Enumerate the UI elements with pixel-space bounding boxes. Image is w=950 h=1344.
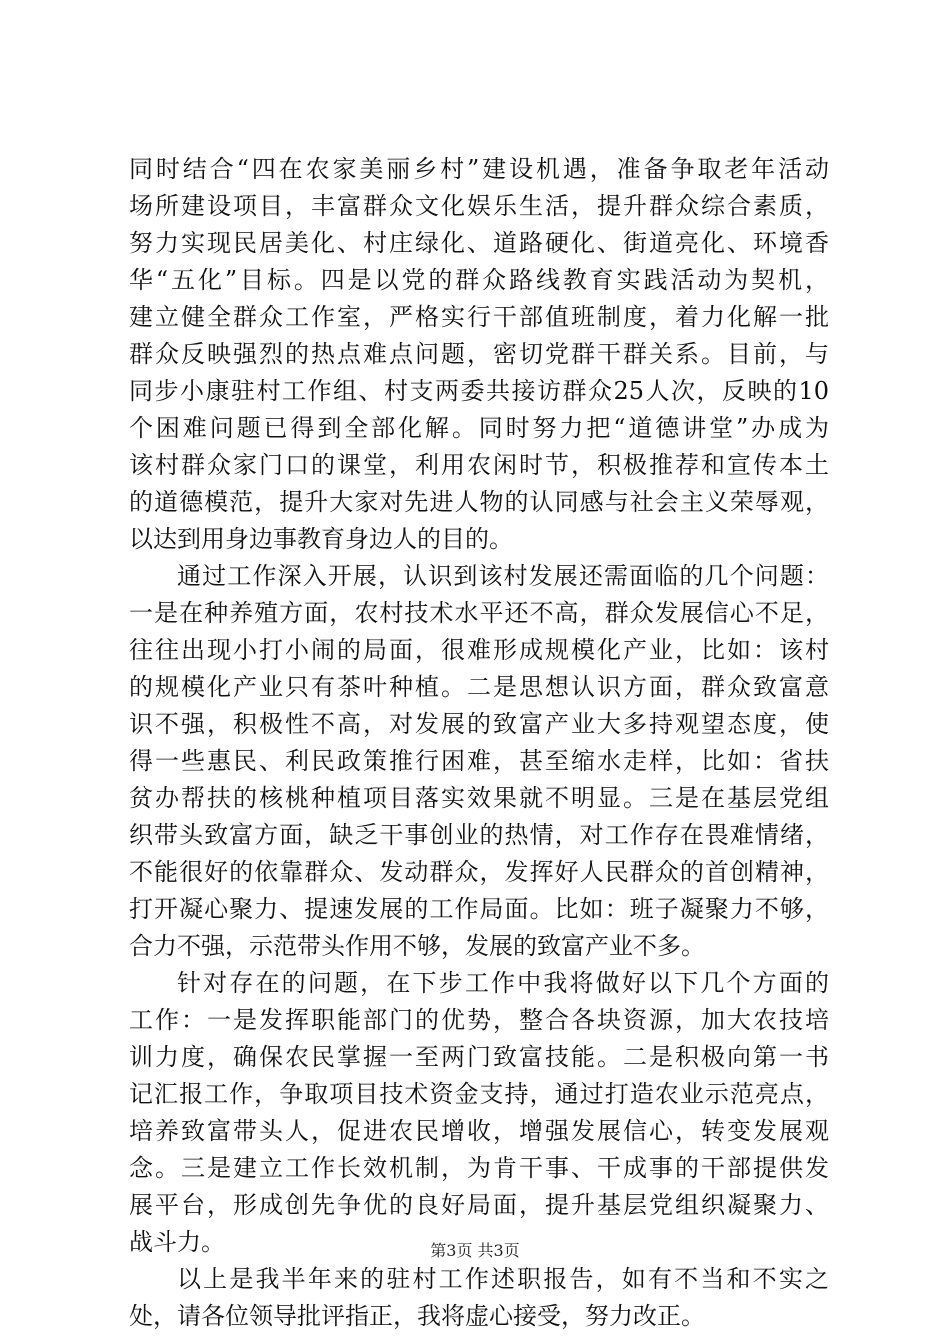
text-line: 往往出现小打小闹的局面，很难形成规模化产业，比如：该村 [129,636,829,664]
text-line: 场所建设项目，丰富群众文化娱乐生活，提升群众综合素质， [129,192,829,220]
paragraph [129,965,829,1261]
text-line: 群众反映强烈的热点难点问题，密切党群干群关系。目前，与 [129,340,829,368]
text-line: 记汇报工作，争取项目技术资金支持，通过打造农业示范亮点， [129,1080,829,1108]
paragraph [129,1261,829,1335]
text-line: 的规模化产业只有茶叶种植。二是思想认识方面，群众致富意 [129,673,829,701]
text-line: 的道德模范，提升大家对先进人物的认同感与社会主义荣辱观， [129,488,829,516]
text-line: 不能很好的依靠群众、发动群众，发挥好人民群众的首创精神， [129,858,829,886]
paragraph [129,558,829,965]
page-footer: 第3页 共3页 [430,1241,520,1260]
text-line: 培养致富带头人，促进农民增收，增强发展信心，转变发展观 [129,1117,829,1145]
text-line: 个困难问题已得到全部化解。同时努力把“道德讲堂”办成为 [129,414,829,442]
text-line: 同时结合“四在农家美丽乡村”建设机遇，准备争取老年活动 [129,155,829,183]
text-line: 打开凝心聚力、提速发展的工作局面。比如：班子凝聚力不够， [129,895,829,923]
text-line: 同步小康驻村工作组、村支两委共接访群众25人次，反映的10 [129,377,829,405]
text-line: 念。三是建立工作长效机制，为肯干事、干成事的干部提供发 [129,1154,829,1182]
text-line: 贫办帮扶的核桃种植项目落实效果就不明显。三是在基层党组 [129,784,829,812]
text-line: 通过工作深入开展，认识到该村发展还需面临的几个问题： [177,562,829,590]
text-line: 针对存在的问题，在下步工作中我将做好以下几个方面的 [177,969,829,997]
document-body [129,151,829,1335]
text-line: 训力度，确保农民掌握一至两门致富技能。二是积极向第一书 [129,1043,829,1071]
text-line: 以上是我半年来的驻村工作述职报告，如有不当和不实之 [177,1265,829,1293]
text-line: 华“五化”目标。四是以党的群众路线教育实践活动为契机， [129,266,829,294]
text-line: 战斗力。 [129,1228,225,1256]
text-line: 织带头致富方面，缺乏干事创业的热情，对工作存在畏难情绪， [129,821,829,849]
text-line: 建立健全群众工作室，严格实行干部值班制度，着力化解一批 [129,303,829,331]
text-line: 工作：一是发挥职能部门的优势，整合各块资源，加大农技培 [129,1006,829,1034]
text-line: 识不强，积极性不高，对发展的致富产业大多持观望态度，使 [129,710,829,738]
text-line: 合力不强，示范带头作用不够，发展的致富产业不多。 [129,932,705,960]
text-line: 展平台，形成创先争优的良好局面，提升基层党组织凝聚力、 [129,1191,829,1219]
text-line: 一是在种养殖方面，农村技术水平还不高，群众发展信心不足， [129,599,829,627]
text-line: 以达到用身边事教育身边人的目的。 [129,525,513,553]
text-line: 处，请各位领导批评指正，我将虚心接受，努力改正。 [129,1302,705,1330]
text-line: 得一些惠民、利民政策推行困难，甚至缩水走样，比如：省扶 [129,747,829,775]
text-line: 该村群众家门口的课堂，利用农闲时节，积极推荐和宣传本土 [129,451,829,479]
paragraph [129,151,829,558]
text-line: 努力实现民居美化、村庄绿化、道路硬化、街道亮化、环境香 [129,229,829,257]
